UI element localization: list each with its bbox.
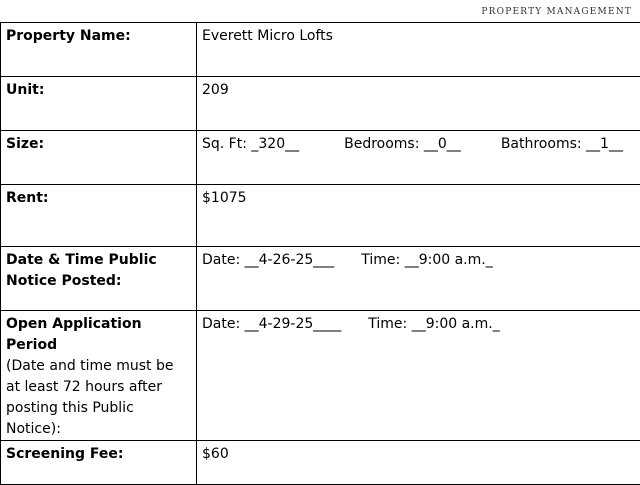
notice-date-value: __4-26-25___ <box>240 250 334 271</box>
application-date-label: Date: <box>202 314 240 335</box>
property-listing-form <box>0 22 640 485</box>
screening-fee-label: Screening Fee: <box>1 441 197 485</box>
sqft-label: Sq. Ft: <box>202 134 247 155</box>
application-time-value: __9:00 a.m._ <box>407 314 499 335</box>
sqft-value: _320__ <box>247 134 299 155</box>
application-date-value: __4-29-25____ <box>240 314 341 335</box>
row-unit <box>1 77 640 131</box>
screening-fee-value: $60 <box>197 441 640 485</box>
application-time-label: Time: <box>368 314 407 335</box>
rent-label: Rent: <box>1 185 197 247</box>
size-value <box>197 131 640 185</box>
row-notice-posted <box>1 247 640 311</box>
notice-date-label: Date: <box>202 250 240 271</box>
row-size <box>1 131 640 185</box>
property-name-label: Property Name: <box>1 23 197 77</box>
bathrooms-value: __1__ <box>582 134 623 155</box>
row-application-period <box>1 311 640 441</box>
notice-posted-label: Date & Time Public Notice Posted: <box>1 247 197 311</box>
application-period-value <box>197 311 640 441</box>
notice-time-label: Time: <box>361 250 400 271</box>
row-screening-fee <box>1 441 640 485</box>
bedrooms-label: Bedrooms: <box>344 134 419 155</box>
application-period-label <box>1 311 197 441</box>
property-name-value: Everett Micro Lofts <box>197 23 640 77</box>
notice-posted-value <box>197 247 640 311</box>
bedrooms-value: __0__ <box>419 134 460 155</box>
row-rent <box>1 185 640 247</box>
unit-label: Unit: <box>1 77 197 131</box>
notice-time-value: __9:00 a.m._ <box>400 250 492 271</box>
bathrooms-label: Bathrooms: <box>501 134 582 155</box>
header-brand: PROPERTY MANAGEMENT <box>481 7 632 17</box>
application-period-note: (Date and time must be at least 72 hours after posting this Public Notice): <box>6 358 174 437</box>
size-label: Size: <box>1 131 197 185</box>
unit-value: 209 <box>197 77 640 131</box>
rent-value: $1075 <box>197 185 640 247</box>
row-property-name <box>1 23 640 77</box>
application-period-title: Open Application Period <box>6 316 142 353</box>
